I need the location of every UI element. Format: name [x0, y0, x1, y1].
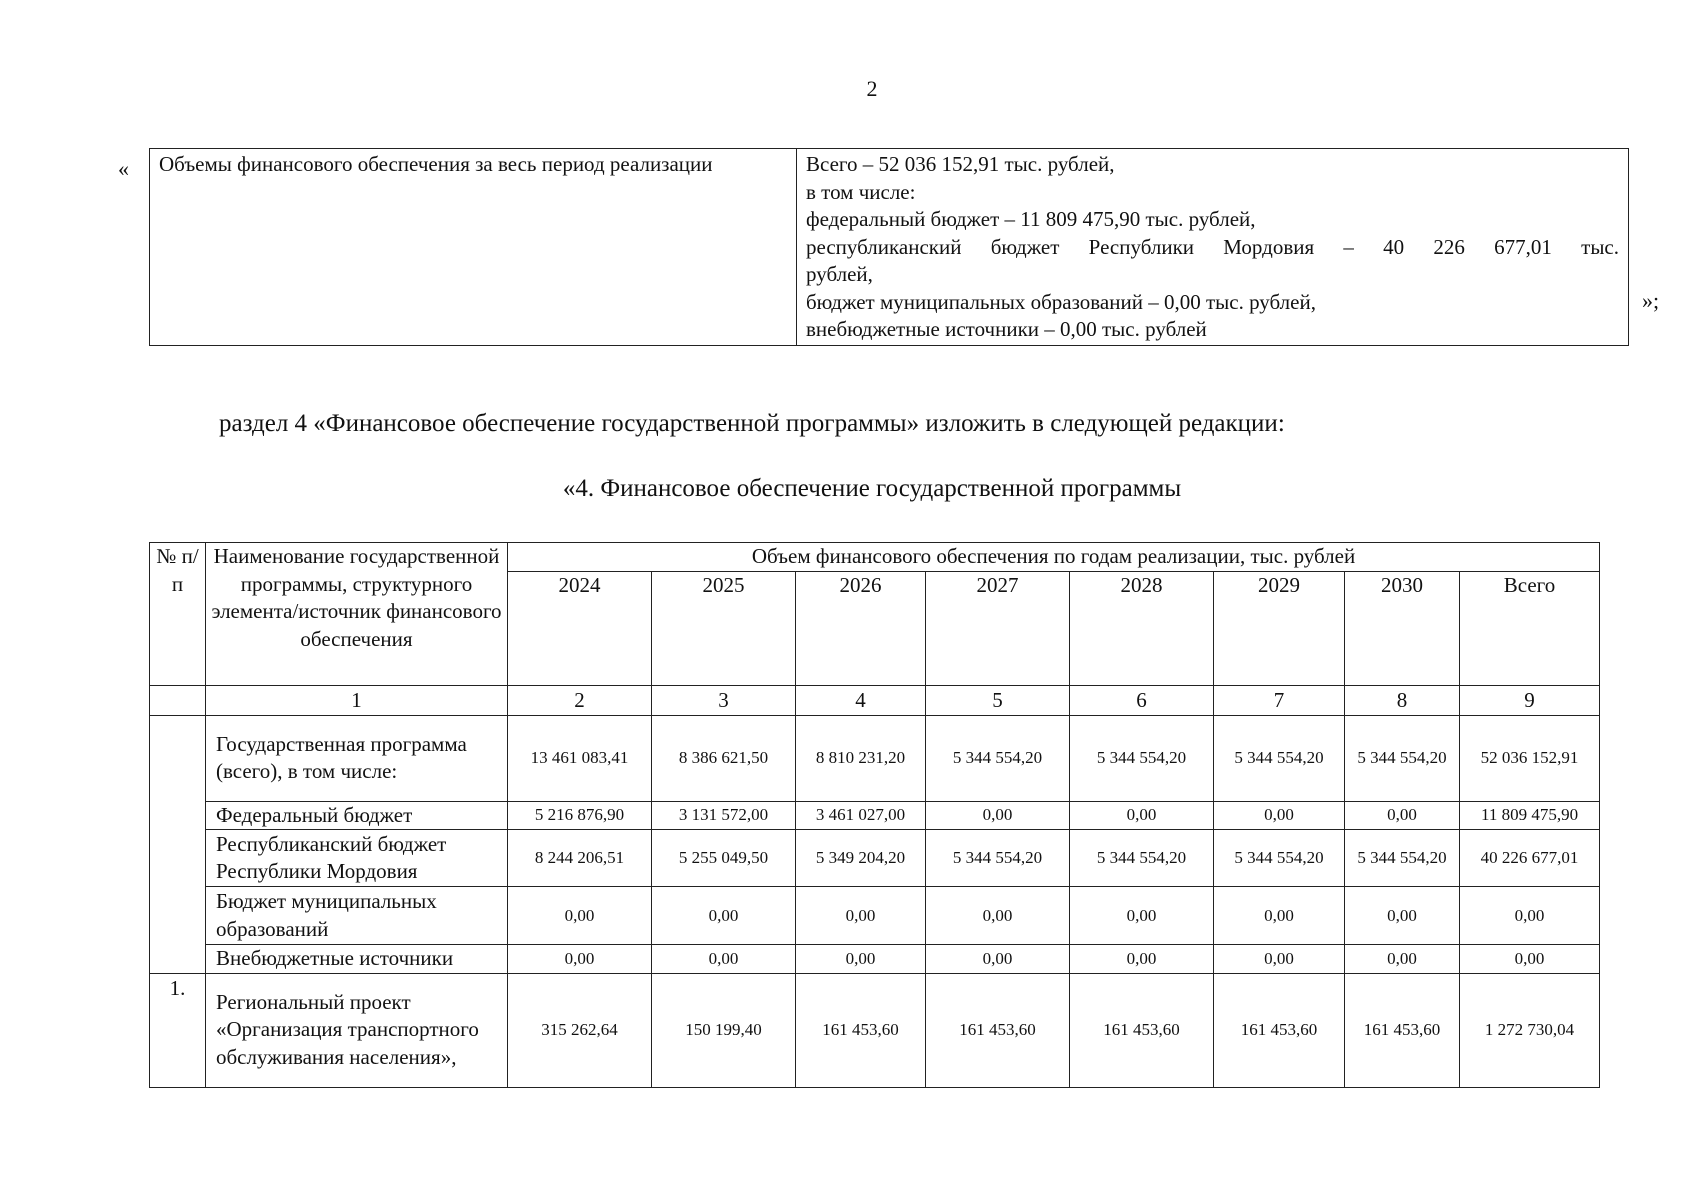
row-value: 5 216 876,90	[508, 801, 652, 830]
row-value: 0,00	[796, 887, 926, 945]
row-value: 5 344 554,20	[1214, 715, 1345, 801]
column-number: 1	[206, 685, 508, 715]
row-value: 315 262,64	[508, 973, 652, 1087]
passport-line: бюджет муниципальных образований – 0,00 тыс. рублей,	[806, 289, 1316, 314]
row-value: 0,00	[652, 945, 796, 974]
row-index	[150, 715, 206, 973]
row-value: 8 244 206,51	[508, 830, 652, 887]
column-number: 8	[1345, 685, 1460, 715]
row-value: 0,00	[926, 945, 1070, 974]
column-number: 5	[926, 685, 1070, 715]
row-value: 0,00	[1460, 887, 1600, 945]
row-value: 0,00	[652, 887, 796, 945]
row-value: 3 131 572,00	[652, 801, 796, 830]
section-title: «4. Финансовое обеспечение государственной программы	[562, 475, 1182, 502]
column-number: 4	[796, 685, 926, 715]
row-value: 0,00	[1214, 887, 1345, 945]
passport-line: федеральный бюджет – 11 809 475,90 тыс. рублей,	[806, 207, 1256, 231]
row-name: Республиканский бюджет Республики Мордовия	[206, 830, 508, 887]
column-number: 6	[1070, 685, 1214, 715]
instruction-text: раздел 4 «Финансовое обеспечение государственной программы» изложить в следующей редакции:	[219, 410, 1285, 437]
row-value: 161 453,60	[1070, 973, 1214, 1087]
row-value: 0,00	[796, 945, 926, 974]
passport-label: Объемы финансового обеспечения за весь период реализации	[150, 149, 797, 346]
passport-line: рублей,	[806, 262, 873, 286]
passport-close-quote: »;	[1642, 288, 1660, 313]
row-value: 11 809 475,90	[1460, 801, 1600, 830]
row-value: 161 453,60	[926, 973, 1070, 1087]
passport-values	[797, 149, 1629, 346]
row-value: 0,00	[1070, 945, 1214, 974]
row-value: 0,00	[1460, 945, 1600, 974]
row-value: 3 461 027,00	[796, 801, 926, 830]
row-name: Внебюджетные источники	[206, 945, 508, 974]
row-value: 0,00	[1070, 801, 1214, 830]
row-value: 161 453,60	[796, 973, 926, 1087]
column-number	[150, 685, 206, 715]
passport-open-quote: «	[118, 156, 129, 181]
row-value: 13 461 083,41	[508, 715, 652, 801]
passport-table	[149, 148, 1629, 346]
row-value: 150 199,40	[652, 973, 796, 1087]
row-value: 0,00	[1214, 945, 1345, 974]
row-value: 0,00	[508, 945, 652, 974]
row-value: 8 810 231,20	[796, 715, 926, 801]
passport-line: в том числе:	[806, 179, 916, 204]
row-value: 5 344 554,20	[1070, 830, 1214, 887]
row-value: 5 344 554,20	[926, 830, 1070, 887]
row-value: 5 255 049,50	[652, 830, 796, 887]
column-number: 3	[652, 685, 796, 715]
header-year: 2030	[1345, 571, 1460, 685]
row-name: Федеральный бюджет	[206, 801, 508, 830]
row-value: 8 386 621,50	[652, 715, 796, 801]
row-value: 5 344 554,20	[1214, 830, 1345, 887]
passport-line: Всего – 52 036 152,91 тыс. рублей,	[806, 152, 1115, 176]
row-name: Бюджет муниципальных образований	[206, 887, 508, 945]
row-value: 5 349 204,20	[796, 830, 926, 887]
header-group: Объем финансового обеспечения по годам реализации, тыс. рублей	[508, 543, 1600, 572]
header-year: 2029	[1214, 571, 1345, 685]
row-value: 0,00	[926, 801, 1070, 830]
header-year: 2026	[796, 571, 926, 685]
column-number: 9	[1460, 685, 1600, 715]
row-value: 161 453,60	[1214, 973, 1345, 1087]
row-value: 5 344 554,20	[1345, 715, 1460, 801]
column-numbers-row	[150, 685, 1600, 715]
passport-line: республиканский бюджет Республики Мордовия – 40 226 677,01 тыс.	[806, 234, 1619, 259]
row-value: 5 344 554,20	[1345, 830, 1460, 887]
column-number: 2	[508, 685, 652, 715]
row-value: 52 036 152,91	[1460, 715, 1600, 801]
row-value: 1 272 730,04	[1460, 973, 1600, 1087]
row-name: Региональный проект «Организация транспортного обслуживания населения»,	[206, 973, 508, 1087]
header-year: 2024	[508, 571, 652, 685]
row-value: 0,00	[926, 887, 1070, 945]
table-row	[150, 715, 1600, 801]
row-value: 40 226 677,01	[1460, 830, 1600, 887]
financing-table	[149, 542, 1600, 1088]
page-number: 2	[866, 76, 878, 101]
table-row	[150, 830, 1600, 887]
row-value: 5 344 554,20	[926, 715, 1070, 801]
row-value: 0,00	[1070, 887, 1214, 945]
header-num: № п/п	[150, 543, 206, 686]
row-index: 1.	[150, 973, 206, 1087]
row-value: 0,00	[508, 887, 652, 945]
header-year: 2028	[1070, 571, 1214, 685]
row-value: 5 344 554,20	[1070, 715, 1214, 801]
row-value: 161 453,60	[1345, 973, 1460, 1087]
header-total: Всего	[1460, 571, 1600, 685]
table-row	[150, 973, 1600, 1087]
header-year: 2027	[926, 571, 1070, 685]
header-name: Наименование государственной программы, структурного элемента/источник финансового обеспечения	[206, 543, 508, 686]
row-value: 0,00	[1345, 887, 1460, 945]
row-value: 0,00	[1214, 801, 1345, 830]
table-row	[150, 887, 1600, 945]
column-number: 7	[1214, 685, 1345, 715]
table-row	[150, 945, 1600, 974]
row-name: Государственная программа (всего), в том числе:	[206, 715, 508, 801]
table-row	[150, 801, 1600, 830]
row-value: 0,00	[1345, 801, 1460, 830]
passport-line: внебюджетные источники – 0,00 тыс. рублей	[806, 317, 1207, 341]
header-year: 2025	[652, 571, 796, 685]
row-value: 0,00	[1345, 945, 1460, 974]
